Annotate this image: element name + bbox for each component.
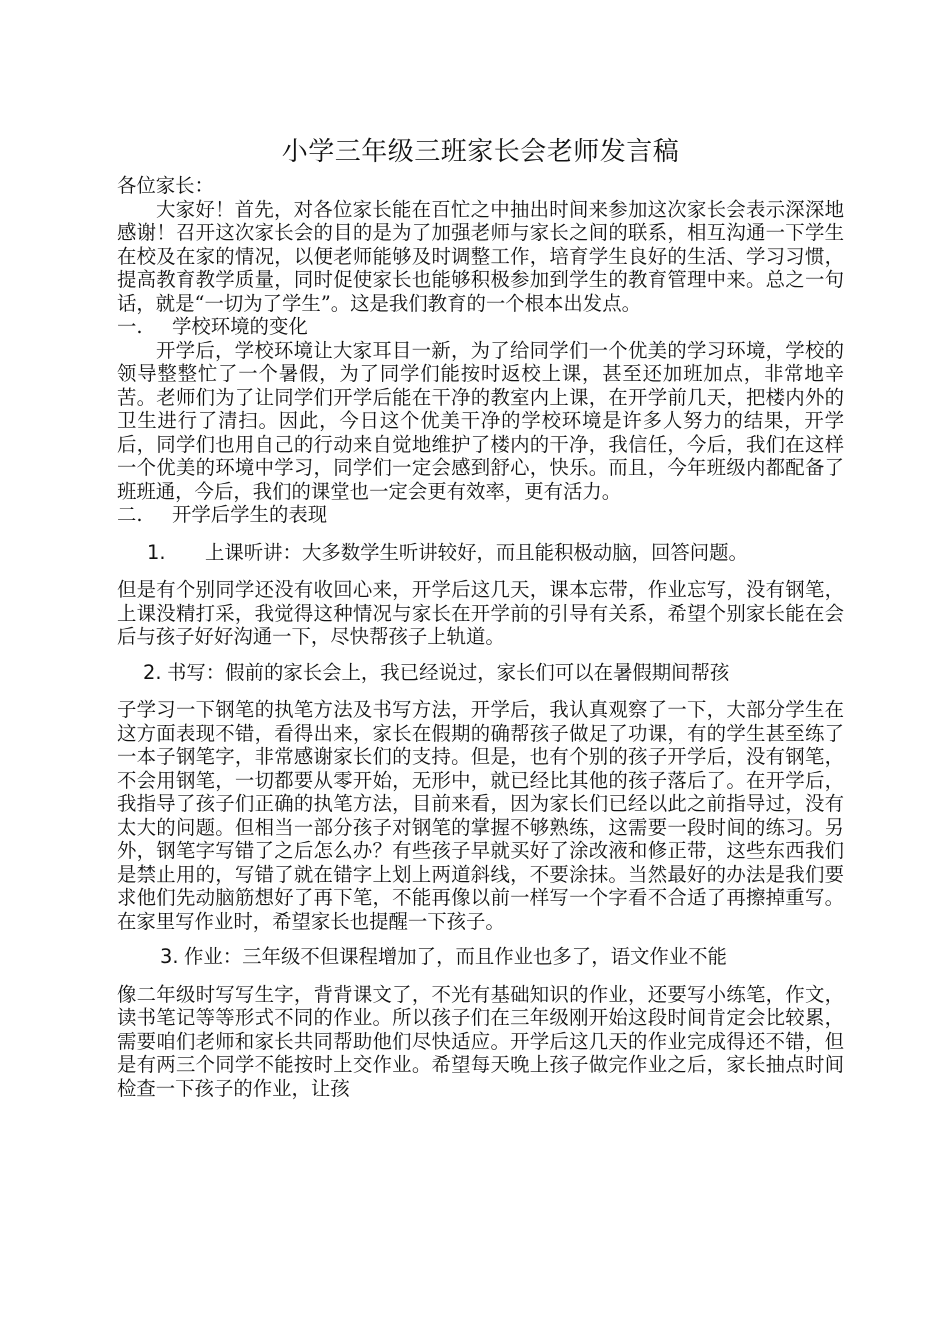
list-item-text: 作业：三年级不但课程增加了，而且作业也多了，语文作业不能 <box>184 945 727 968</box>
section-heading-2 <box>117 503 844 527</box>
list-item-1-body: 但是有个别同学还没有收回心来，开学后这几天，课本忘带，作业忘写，没有钢笔，上课没精打采，我觉得这种情况与家长在开学前的引导有关系，希望个别家长能在会后与孩子好好沟通一下，尽快帮孩子上轨道。 <box>117 578 844 648</box>
salutation: 各位家长： <box>117 174 214 197</box>
list-item-1-first-line <box>117 541 844 565</box>
section-1-paragraph: 开学后，学校环境让大家耳目一新，为了给同学们一个优美的学习环境，学校的领导整整忙了一个暑假，为了同学们能按时返校上课，甚至还加班加点，非常地辛苦。老师们为了让同学们开学后能在干净的教室内上课，在开学前几天，把楼内外的卫生进行了清扫。因此，今日这个优美干净的学校环境是许多人努力的结果，开学后，同学们也用自己的行动来自觉地维护了楼内的干净，我信任，今后，我们在这样一个优美的环境中学习，同学们一定会感到舒心，快乐。而且，今年班级内都配备了班班通，今后，我们的课堂也一定会更有效率，更有活力。 <box>117 338 844 503</box>
document-title: 小学三年级三班家长会老师发言稿 <box>281 137 680 167</box>
list-item-3-first-line <box>117 945 844 969</box>
list-item-2-first-line <box>117 661 844 685</box>
list-item-3-body: 像二年级时写写生字，背背课文了，不光有基础知识的作业，还要写小练笔，作文，读书笔记等等形式不同的作业。所以孩子们在三年级刚开始这段时间肯定会比较累，需要咱们老师和家长共同帮助他们尽快适应。开学后这几天的作业完成得还不错，但是有两三个同学不能按时上交作业。希望每天晚上孩子做完作业之后，家长抽点时间检查一下孩子的作业，让孩 <box>117 982 844 1100</box>
section-heading-text: 开学后学生的表现 <box>172 503 328 526</box>
list-item-number: 1. <box>147 540 166 564</box>
section-heading-text: 学校环境的变化 <box>172 315 308 338</box>
list-item-text: 上课听讲：大多数学生听讲较好，而且能积极动脑，回答问题。 <box>205 540 748 564</box>
list-item-number: 3. <box>160 945 179 968</box>
list-item-number: 2. <box>143 660 162 684</box>
section-heading-1 <box>117 315 844 339</box>
document-page <box>117 132 844 1100</box>
section-number: 一. <box>117 315 143 338</box>
list-item-text: 书写：假前的家长会上，我已经说过，家长们可以在暑假期间帮孩 <box>167 660 730 684</box>
section-number: 二. <box>117 503 143 526</box>
intro-paragraph: 大家好！首先，对各位家长能在百忙之中抽出时间来参加这次家长会表示深深地感谢！召开这次家长会的目的是为了加强老师与家长之间的联系，相互沟通一下学生在校及在家的情况，以便老师能够及时调整工作，培育学生良好的生活、学习习惯，提高教育教学质量，同时促使家长也能够积极参加到学生的教育管理中来。总之一句话，就是“一切为了学生”。这是我们教育的一个根本出发点。 <box>117 197 844 315</box>
list-item-2-body: 子学习一下钢笔的执笔方法及书写方法，开学后，我认真观察了一下，大部分学生在这方面表现不错，看得出来，家长在假期的确帮孩子做足了功课，有的学生甚至练了一本子钢笔字，非常感谢家长们的支持。但是，也有个别的孩子开学后，没有钢笔，不会用钢笔，一切都要从零开始，无形中，就已经比其他的孩子落后了。在开学后，我指导了孩子们正确的执笔方法，目前来看，因为家长们已经以此之前指导过，没有太大的问题。但相当一部分孩子对钢笔的掌握不够熟练，这需要一段时间的练习。另外，钢笔字写错了之后怎么办？有些孩子早就买好了涂改液和修正带，这些东西我们是禁止用的，写错了就在错字上划上两道斜线，不要涂抹。当然最好的办法是我们要求他们先动脑筋想好了再下笔，不能再像以前一样写一个字看不合适了再擦掉重写。在家里写作业时，希望家长也提醒一下孩子。 <box>117 698 844 933</box>
